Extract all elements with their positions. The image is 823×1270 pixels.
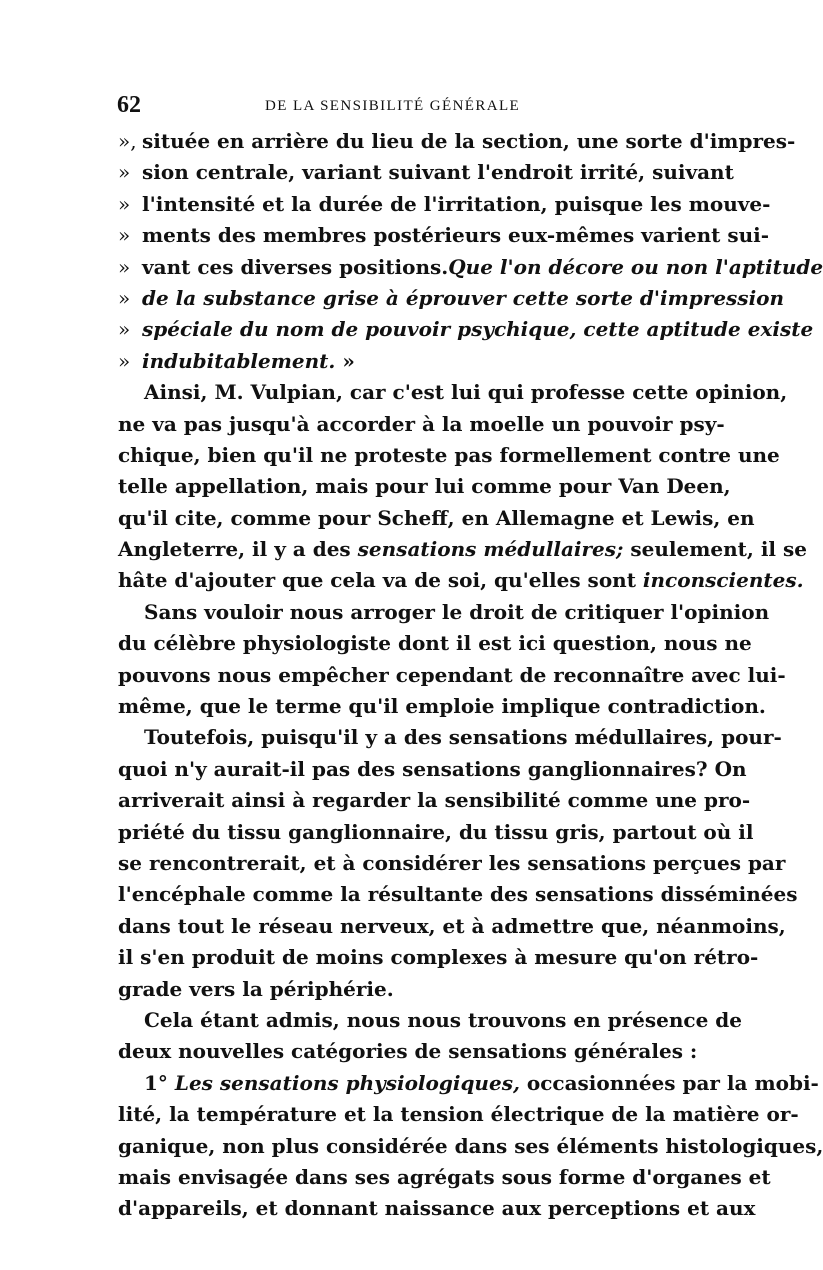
text-line bbox=[118, 189, 771, 220]
italic-text: sensations médullaires; bbox=[357, 537, 624, 562]
text-line: arriverait ainsi à regarder la sensibilité comme une pro- bbox=[118, 788, 751, 813]
line-text: Toutefois, puisqu'il y a des sensations médullaires, pour- bbox=[144, 725, 782, 750]
text-line bbox=[118, 722, 782, 753]
italic-text: Les sensations physiologiques, bbox=[174, 1070, 520, 1095]
line-text: sion centrale, variant suivant l'endroit irrité, suivant bbox=[142, 160, 734, 185]
text-line: pouvons nous empêcher cependant de reconnaître avec lui- bbox=[118, 662, 786, 687]
page-number: 62 bbox=[117, 92, 141, 118]
quote-mark: », bbox=[118, 129, 137, 153]
text-line bbox=[118, 283, 785, 314]
quote-mark: » bbox=[118, 317, 131, 342]
list-number: 1° bbox=[144, 1070, 175, 1095]
text-line: telle appellation, mais pour lui comme pour Van Deen, bbox=[118, 474, 731, 499]
line-text: occasionnées par la mobi- bbox=[519, 1070, 819, 1095]
text-line: priété du tissu ganglionnaire, du tissu gris, partout où il bbox=[118, 819, 754, 844]
quote-mark: » bbox=[118, 223, 131, 248]
line-text: seulement, il se bbox=[623, 537, 807, 562]
line-text: vant ces diverses positions. bbox=[142, 254, 449, 279]
text-line bbox=[118, 597, 770, 628]
text-line: grade vers la périphérie. bbox=[118, 976, 394, 1001]
text-line: l'encéphale comme la résultante des sensations disséminées bbox=[118, 882, 798, 907]
text-line bbox=[118, 565, 804, 596]
page-header bbox=[117, 92, 677, 120]
quote-mark: » bbox=[335, 348, 355, 373]
text-line: mais envisagée dans ses agrégats sous forme d'organes et bbox=[118, 1164, 771, 1189]
text-line bbox=[118, 157, 734, 188]
line-text: Angleterre, il y a des bbox=[118, 537, 358, 562]
text-line bbox=[118, 1005, 742, 1036]
text-line: dans tout le réseau nerveux, et à admettre que, néanmoins, bbox=[118, 913, 786, 938]
line-text: l'intensité et la durée de l'irritation, puisque les mouve- bbox=[142, 191, 771, 216]
italic-text: spéciale du nom de pouvoir psychique, cette aptitude existe bbox=[142, 317, 814, 342]
quote-mark: » bbox=[118, 285, 131, 310]
running-title: DE LA SENSIBILITÉ GÉNÉRALE bbox=[265, 98, 521, 114]
text-line bbox=[118, 1068, 819, 1099]
text-line: deux nouvelles catégories de sensations générales : bbox=[118, 1039, 698, 1064]
italic-text: de la substance grise à éprouver cette sorte d'impression bbox=[142, 285, 785, 310]
italic-text: Que l'on décore ou non l'aptitude bbox=[448, 254, 823, 279]
text-line bbox=[118, 534, 807, 565]
italic-text: inconscientes. bbox=[642, 568, 804, 593]
text-line: d'appareils, et donnant naissance aux perceptions et aux bbox=[118, 1196, 756, 1221]
line-text: hâte d'ajouter que cela va de soi, qu'elles sont bbox=[118, 568, 643, 593]
text-line: même, que le terme qu'il emploie implique contradiction. bbox=[118, 694, 766, 719]
text-line: qu'il cite, comme pour Scheff, en Allemagne et Lewis, en bbox=[118, 505, 755, 530]
quote-mark: » bbox=[118, 254, 131, 279]
text-line: ganique, non plus considérée dans ses éléments histologiques, bbox=[118, 1133, 823, 1158]
text-line: se rencontrerait, et à considérer les sensations perçues par bbox=[118, 850, 786, 875]
text-line: du célèbre physiologiste dont il est ici question, nous ne bbox=[118, 631, 752, 656]
italic-text: indubitablement. bbox=[142, 348, 336, 373]
line-text: Cela étant admis, nous nous trouvons en présence de bbox=[144, 1007, 742, 1032]
line-text: située en arrière du lieu de la section, une sorte d'impres- bbox=[142, 129, 796, 153]
text-line bbox=[118, 252, 823, 283]
body-text bbox=[118, 126, 823, 1225]
line-text: Ainsi, M. Vulpian, car c'est lui qui professe cette opinion, bbox=[144, 380, 788, 405]
line-text: ments des membres postérieurs eux-mêmes varient sui- bbox=[142, 223, 770, 248]
text-line: ne va pas jusqu'à accorder à la moelle un pouvoir psy- bbox=[118, 411, 725, 436]
text-line: il s'en produit de moins complexes à mesure qu'on rétro- bbox=[118, 945, 759, 970]
text-line: quoi n'y aurait-il pas des sensations ganglionnaires? On bbox=[118, 756, 747, 781]
text-line: lité, la température et la tension électrique de la matière or- bbox=[118, 1102, 799, 1127]
quote-mark: » bbox=[118, 160, 131, 185]
text-line bbox=[118, 126, 796, 157]
quote-mark: » bbox=[118, 348, 131, 373]
text-line bbox=[118, 314, 814, 345]
text-line bbox=[118, 377, 788, 408]
line-text: Sans vouloir nous arroger le droit de critiquer l'opinion bbox=[144, 599, 770, 624]
text-line bbox=[118, 346, 678, 377]
text-line: chique, bien qu'il ne proteste pas formellement contre une bbox=[118, 442, 780, 467]
text-line bbox=[118, 220, 770, 251]
quote-mark: » bbox=[118, 191, 131, 216]
